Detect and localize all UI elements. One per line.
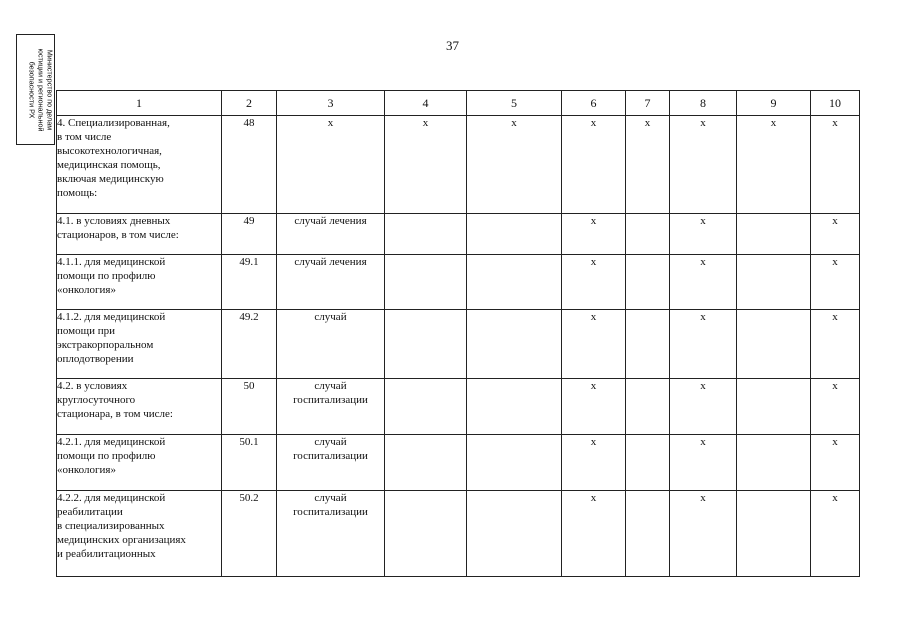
- value-cell: х: [811, 379, 860, 435]
- value-cell: [385, 379, 467, 435]
- value-cell: х: [811, 116, 860, 214]
- table-row: [57, 310, 860, 379]
- unit-cell: случай лечения: [277, 255, 385, 310]
- unit-cell: случай госпитализации: [277, 435, 385, 491]
- value-cell: [385, 255, 467, 310]
- row-code-cell: 50.1: [222, 435, 277, 491]
- value-cell: [467, 491, 562, 577]
- row-label-cell: 4.2.2. для медицинской реабилитации в специализированных медицинских организациях и реабилитационных: [57, 491, 222, 577]
- column-header: 8: [670, 91, 737, 116]
- unit-cell: случай госпитализации: [277, 379, 385, 435]
- value-cell: х: [737, 116, 811, 214]
- value-cell: х: [670, 116, 737, 214]
- value-cell: [737, 435, 811, 491]
- value-cell: х: [811, 255, 860, 310]
- table-row: [57, 491, 860, 577]
- value-cell: х: [562, 214, 626, 255]
- value-cell: х: [670, 310, 737, 379]
- column-header: 5: [467, 91, 562, 116]
- table-row: [57, 435, 860, 491]
- row-code-cell: 49.1: [222, 255, 277, 310]
- value-cell: х: [562, 310, 626, 379]
- value-cell: х: [670, 379, 737, 435]
- header-row: [57, 91, 860, 116]
- value-cell: х: [670, 214, 737, 255]
- row-label-cell: 4.1. в условиях дневных стационаров, в том числе:: [57, 214, 222, 255]
- value-cell: [467, 214, 562, 255]
- unit-cell: случай: [277, 310, 385, 379]
- value-cell: х: [562, 435, 626, 491]
- table-row: [57, 379, 860, 435]
- value-cell: [737, 310, 811, 379]
- value-cell: [467, 435, 562, 491]
- value-cell: х: [562, 491, 626, 577]
- value-cell: [626, 491, 670, 577]
- stamp-text: Министерство по делам юстиции и региональной безопасности РХ: [27, 48, 54, 131]
- row-code-cell: 49.2: [222, 310, 277, 379]
- table-body: [57, 116, 860, 577]
- value-cell: х: [562, 379, 626, 435]
- column-header: 1: [57, 91, 222, 116]
- value-cell: х: [385, 116, 467, 214]
- value-cell: х: [811, 435, 860, 491]
- column-header: 9: [737, 91, 811, 116]
- value-cell: [626, 379, 670, 435]
- value-cell: [626, 435, 670, 491]
- value-cell: [737, 491, 811, 577]
- data-table: [56, 90, 860, 577]
- row-label-cell: 4.2.1. для медицинской помощи по профилю «онкология»: [57, 435, 222, 491]
- table-row: [57, 214, 860, 255]
- value-cell: [385, 435, 467, 491]
- value-cell: х: [670, 435, 737, 491]
- value-cell: [737, 379, 811, 435]
- registration-stamp: [16, 34, 55, 145]
- row-label-cell: 4.2. в условиях круглосуточного стационара, в том числе:: [57, 379, 222, 435]
- value-cell: [467, 255, 562, 310]
- value-cell: х: [562, 255, 626, 310]
- value-cell: х: [467, 116, 562, 214]
- value-cell: [467, 310, 562, 379]
- value-cell: х: [562, 116, 626, 214]
- row-code-cell: 50.2: [222, 491, 277, 577]
- unit-cell: х: [277, 116, 385, 214]
- row-label-cell: 4. Специализированная, в том числе высокотехнологичная, медицинская помощь, включая медицинскую помощь:: [57, 116, 222, 214]
- value-cell: [467, 379, 562, 435]
- value-cell: [626, 214, 670, 255]
- value-cell: х: [626, 116, 670, 214]
- row-code-cell: 48: [222, 116, 277, 214]
- value-cell: [737, 255, 811, 310]
- column-header: 6: [562, 91, 626, 116]
- value-cell: х: [811, 491, 860, 577]
- column-header: 3: [277, 91, 385, 116]
- value-cell: [385, 491, 467, 577]
- value-cell: [626, 255, 670, 310]
- value-cell: х: [670, 255, 737, 310]
- column-header: 2: [222, 91, 277, 116]
- value-cell: х: [670, 491, 737, 577]
- row-label-cell: 4.1.2. для медицинской помощи при экстракорпоральном оплодотворении: [57, 310, 222, 379]
- table-row: [57, 116, 860, 214]
- unit-cell: случай лечения: [277, 214, 385, 255]
- value-cell: [385, 310, 467, 379]
- column-header: 10: [811, 91, 860, 116]
- table-row: [57, 255, 860, 310]
- unit-cell: случай госпитализации: [277, 491, 385, 577]
- value-cell: х: [811, 214, 860, 255]
- row-code-cell: 49: [222, 214, 277, 255]
- value-cell: [737, 214, 811, 255]
- page-number: 37: [446, 38, 459, 53]
- row-code-cell: 50: [222, 379, 277, 435]
- row-label-cell: 4.1.1. для медицинской помощи по профилю «онкология»: [57, 255, 222, 310]
- value-cell: х: [811, 310, 860, 379]
- column-header: 7: [626, 91, 670, 116]
- column-header: 4: [385, 91, 467, 116]
- value-cell: [385, 214, 467, 255]
- value-cell: [626, 310, 670, 379]
